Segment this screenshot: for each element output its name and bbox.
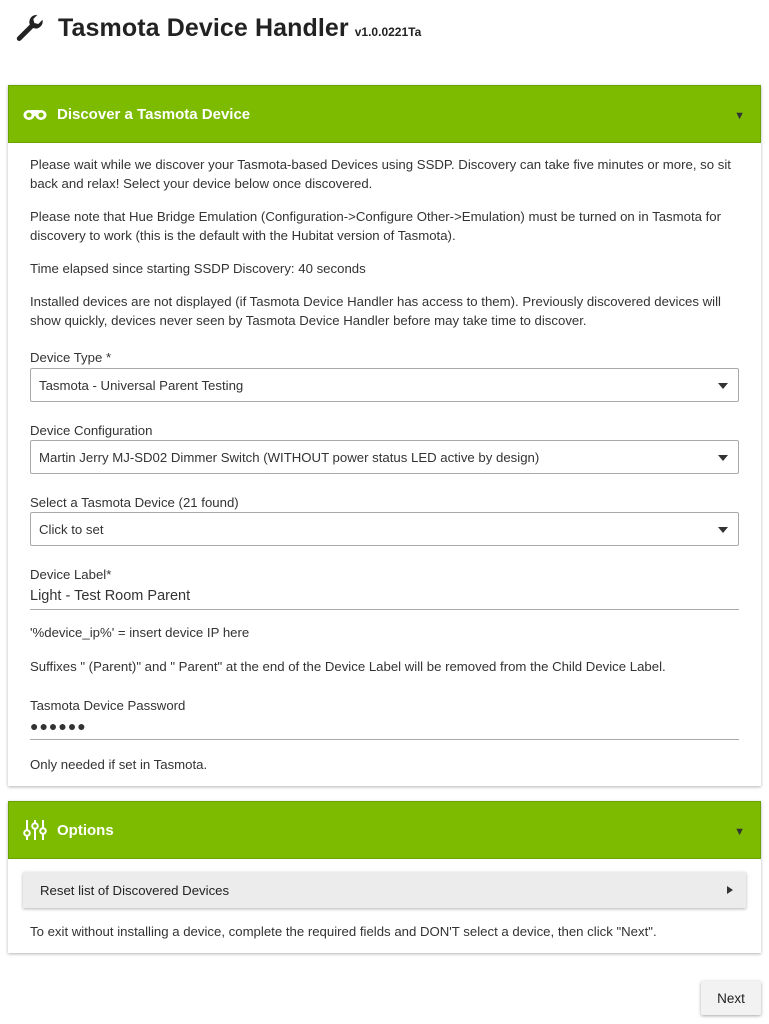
- device-type-select[interactable]: [30, 368, 739, 402]
- options-section: [8, 801, 761, 953]
- binoculars-icon: [23, 107, 47, 121]
- discovery-info-text: Please wait while we discover your Tasmota-based Devices using SSDP. Discovery can take five minutes or more, so sit back and relax! Select your device below once discovered.: [30, 157, 731, 191]
- options-section-title: Options: [57, 821, 114, 839]
- reset-button-label: Reset list of Discovered Devices: [40, 882, 230, 898]
- discover-section: [8, 85, 761, 786]
- discover-section-title: Discover a Tasmota Device: [57, 105, 251, 123]
- suffix-note: Suffixes " (Parent)" and " Parent" at the end of the Device Label will be removed from the Child Device Label.: [30, 659, 666, 674]
- password-label: Tasmota Device Password: [30, 698, 186, 713]
- password-note: Only needed if set in Tasmota.: [30, 757, 208, 772]
- dropdown-arrow-icon: [718, 383, 728, 389]
- select-device-label: Select a Tasmota Device (21 found): [30, 495, 239, 510]
- page-header: [14, 10, 421, 46]
- reset-discovered-devices-button[interactable]: [23, 872, 746, 908]
- sliders-icon: [23, 818, 47, 842]
- expand-arrow-icon: [727, 886, 733, 894]
- wrench-icon: [14, 12, 46, 44]
- device-type-value: Tasmota - Universal Parent Testing: [39, 377, 244, 393]
- select-device-value: Click to set: [39, 521, 104, 537]
- collapse-caret-icon[interactable]: ▼: [734, 826, 745, 838]
- device-config-select[interactable]: [30, 440, 739, 474]
- select-device-dropdown[interactable]: [30, 512, 739, 546]
- password-input[interactable]: ●●●●●●: [30, 718, 739, 740]
- exit-note: To exit without installing a device, complete the required fields and DON'T select a device, then click "Next".: [30, 924, 657, 939]
- hue-emulation-note: Please note that Hue Bridge Emulation (Configuration->Configure Other->Emulation) must be turned on in Tasmota for discovery to work (this is the default with the Hubitat version of Tasmota).: [30, 209, 722, 243]
- collapse-caret-icon[interactable]: ▼: [734, 110, 745, 122]
- device-label-label: Device Label*: [30, 567, 112, 582]
- elapsed-time-text: Time elapsed since starting SSDP Discovery: 40 seconds: [30, 261, 366, 276]
- discover-section-header[interactable]: [8, 85, 761, 143]
- version-label: v1.0.0221Ta: [354, 25, 422, 39]
- ip-placeholder-note: '%device_ip%' = insert device IP here: [30, 625, 250, 640]
- device-config-label: Device Configuration: [30, 423, 153, 438]
- device-type-label: Device Type *: [30, 350, 112, 365]
- dropdown-arrow-icon: [718, 455, 728, 461]
- page-title: Tasmota Device Handler: [58, 13, 349, 42]
- next-button[interactable]: Next: [701, 981, 761, 1015]
- dropdown-arrow-icon: [718, 527, 728, 533]
- device-label-input[interactable]: Light - Test Room Parent: [30, 588, 739, 610]
- device-config-value: Martin Jerry MJ-SD02 Dimmer Switch (WITHOUT power status LED active by design): [39, 449, 540, 465]
- options-section-header[interactable]: [8, 801, 761, 859]
- installed-devices-note: Installed devices are not displayed (if Tasmota Device Handler has access to them). Previously discovered devices will show quickly, devices never seen by Tasmota Device Handler before may take time to discover.: [30, 294, 721, 328]
